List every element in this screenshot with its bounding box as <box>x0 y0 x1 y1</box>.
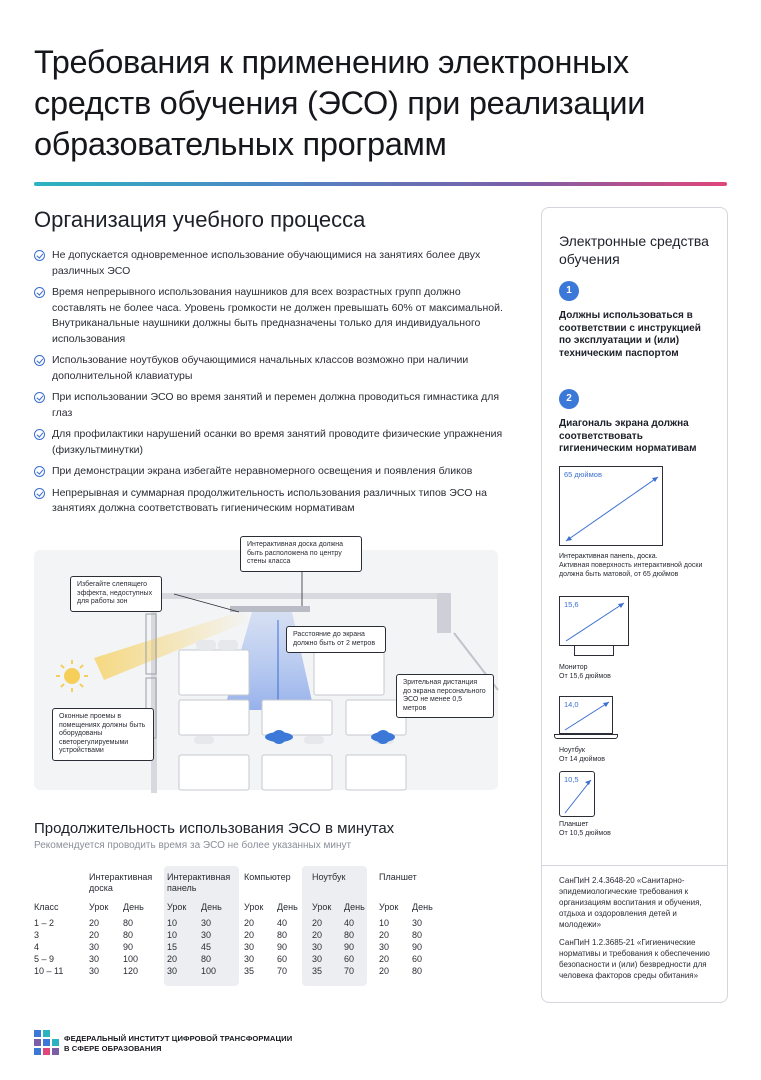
device-caption: Монитор От 15,6 дюймов <box>559 664 611 680</box>
sub-header: День <box>277 902 298 912</box>
eso-sidebar <box>541 207 728 1003</box>
step-number: 1 <box>559 281 579 301</box>
list-item: Для профилактики нарушений осанки во время занятий проводите физические упражнения (физкультминутки) <box>34 427 504 458</box>
table-cell: 100 <box>123 954 139 964</box>
table-cell: 20 <box>379 966 390 976</box>
organization-heading: Организация учебного процесса <box>34 207 366 232</box>
table-cell: 60 <box>344 954 355 964</box>
device-caption: Ноутбук От 14 дюймов <box>559 747 605 763</box>
table-cell: 30 <box>412 918 423 928</box>
list-item: При демонстрации экрана избегайте неравномерного освещения и появления бликов <box>34 464 504 480</box>
table-cell: 60 <box>277 954 288 964</box>
table-cell: 20 <box>89 918 100 928</box>
sub-header: Урок <box>312 902 332 912</box>
monitor-icon <box>559 596 629 646</box>
sub-header: Урок <box>167 902 187 912</box>
device-caption: Планшет От 10,5 дюймов <box>559 821 611 837</box>
callout-distance: Расстояние до экрана должно быть от 2 метров <box>286 626 386 653</box>
table-cell: 30 <box>201 930 212 940</box>
table-cell: 90 <box>277 942 288 952</box>
table-cell: 100 <box>201 966 217 976</box>
list-item: При использовании ЭСО во время занятий и перемен должна проводиться гимнастика для глаз <box>34 390 504 421</box>
sidebar-point: Должны использоваться в соответствии с инструкцией по эксплуатации и (или) техническим паспортом <box>559 310 701 359</box>
list-item: Время непрерывного использования наушников для всех возрастных групп должно составлять не более часа. Уровень громкости не должен превышать 60% от максимальной. Внутриканальные наушники должны быть предназначены только для индивидуального использования <box>34 285 504 347</box>
table-cell: 30 <box>244 954 255 964</box>
table-cell: 15 <box>167 942 178 952</box>
table-cell: 80 <box>344 930 355 940</box>
table-cell: 10 <box>167 930 178 940</box>
class-cell: 1 – 2 <box>34 918 55 928</box>
table-cell: 30 <box>379 942 390 952</box>
table-cell: 20 <box>379 930 390 940</box>
table-cell: 20 <box>379 954 390 964</box>
table-cell: 30 <box>244 942 255 952</box>
table-cell: 20 <box>312 918 323 928</box>
table-cell: 90 <box>344 942 355 952</box>
sidebar-divider <box>542 865 727 866</box>
device-header: Интерактивная панель <box>167 872 231 893</box>
tablet-icon <box>559 771 595 817</box>
table-cell: 20 <box>89 930 100 940</box>
organization-list <box>34 248 504 523</box>
sub-header: Урок <box>244 902 264 912</box>
sub-header: Урок <box>379 902 399 912</box>
check-circle-icon <box>34 488 45 499</box>
table-cell: 40 <box>277 918 288 928</box>
class-cell: 4 <box>34 942 40 952</box>
sun-icon <box>56 660 88 692</box>
duration-subtitle: Рекомендуется проводить время за ЭСО не более указанных минут <box>34 840 352 851</box>
table-cell: 120 <box>123 966 139 976</box>
diagonal-label: 14,0 <box>564 700 579 709</box>
table-cell: 30 <box>312 942 323 952</box>
device-header: Планшет <box>379 872 417 882</box>
table-cell: 20 <box>312 930 323 940</box>
table-cell: 40 <box>344 918 355 928</box>
table-cell: 80 <box>277 930 288 940</box>
table-cell: 45 <box>201 942 212 952</box>
check-circle-icon <box>34 250 45 261</box>
table-cell: 10 <box>379 918 390 928</box>
table-cell: 60 <box>412 954 423 964</box>
interactive-panel-icon <box>559 466 663 546</box>
table-cell: 70 <box>344 966 355 976</box>
check-circle-icon <box>34 355 45 366</box>
class-cell: 5 – 9 <box>34 954 55 964</box>
table-cell: 35 <box>312 966 323 976</box>
callout-windows: Оконные проемы в помещениях должны быть оборудованы светорегулируемыми устройствами <box>52 708 154 761</box>
diagonal-label: 65 дюймов <box>564 470 602 479</box>
table-cell: 30 <box>89 942 100 952</box>
sub-header: День <box>412 902 433 912</box>
sub-header: День <box>201 902 222 912</box>
device-header: Компьютер <box>244 872 291 882</box>
monitor-stand <box>574 646 614 656</box>
table-cell: 90 <box>412 942 423 952</box>
check-circle-icon <box>34 392 45 403</box>
classroom-illustration <box>34 541 498 790</box>
page-title: Требования к применению электронных средств обучения (ЭСО) при реализации образовательных программ <box>34 44 646 162</box>
institute-logo-icon <box>34 1030 60 1056</box>
callout-glare: Избегайте слепящего эффекта, недоступных для работы зон <box>70 576 162 612</box>
title-divider <box>34 182 727 186</box>
table-cell: 80 <box>412 966 423 976</box>
device-header: Интерактивная доска <box>89 872 153 893</box>
table-cell: 20 <box>244 930 255 940</box>
duration-heading: Продолжительность использования ЭСО в минутах <box>34 820 395 837</box>
class-cell: 3 <box>34 930 40 940</box>
list-item: Использование ноутбуков обучающимися начальных классов возможно при наличии дополнительной клавиатуры <box>34 353 504 384</box>
table-cell: 35 <box>244 966 255 976</box>
table-cell: 10 <box>167 918 178 928</box>
table-cell: 30 <box>89 966 100 976</box>
diagonal-label: 15,6 <box>564 600 579 609</box>
sidebar-title: Электронные средства обучения <box>559 233 709 267</box>
law-reference: СанПиН 2.4.3648-20 «Санитарно-эпидемиологические требования к организациям воспитания и обучения, отдыха и оздоровления детей и молодежи» <box>559 876 702 929</box>
sub-header: Урок <box>89 902 109 912</box>
sidebar-point: Диагональ экрана должна соответствовать гигиеническим нормативам <box>559 418 697 454</box>
institute-name: ФЕДЕРАЛЬНЫЙ ИНСТИТУТ ЦИФРОВОЙ ТРАНСФОРМАЦИИ В СФЕРЕ ОБРАЗОВАНИЯ <box>64 1034 293 1053</box>
table-cell: 80 <box>123 918 134 928</box>
list-item: Не допускается одновременное использование обучающимися на занятиях более двух различных ЭСО <box>34 248 504 279</box>
device-header: Ноутбук <box>312 872 346 882</box>
class-cell: 10 – 11 <box>34 966 64 976</box>
table-cell: 80 <box>201 954 212 964</box>
table-cell: 30 <box>89 954 100 964</box>
table-cell: 30 <box>167 966 178 976</box>
diagonal-label: 10,5 <box>564 775 579 784</box>
callout-personal: Зрительная дистанция до экрана персонального ЭСО не менее 0,5 метров <box>396 674 494 718</box>
laptop-base <box>554 734 618 739</box>
sub-header: День <box>344 902 365 912</box>
step-number: 2 <box>559 389 579 409</box>
callout-board: Интерактивная доска должна быть расположена по центру стены класса <box>240 536 362 572</box>
table-cell: 30 <box>201 918 212 928</box>
check-circle-icon <box>34 287 45 298</box>
law-reference: СанПиН 1.2.3685-21 «Гигиенические нормативы и требования к обеспечению безопасности и (или) безвредности для человека факторов среды обитания» <box>559 938 710 980</box>
table-cell: 20 <box>167 954 178 964</box>
check-circle-icon <box>34 429 45 440</box>
check-circle-icon <box>34 466 45 477</box>
table-cell: 30 <box>312 954 323 964</box>
device-caption: Интерактивная панель, доска. Активная поверхность интерактивной доски должна быть матовой, от 65 дюймов <box>559 553 703 578</box>
laptop-icon <box>559 696 613 734</box>
class-header: Класс <box>34 902 59 912</box>
sub-header: День <box>123 902 144 912</box>
table-cell: 80 <box>123 930 134 940</box>
table-cell: 90 <box>123 942 134 952</box>
table-cell: 70 <box>277 966 288 976</box>
table-cell: 80 <box>412 930 423 940</box>
list-item: Непрерывная и суммарная продолжительность использования различных типов ЭСО на занятиях должна соответствовать гигиеническим нормативам <box>34 486 504 517</box>
table-cell: 20 <box>244 918 255 928</box>
